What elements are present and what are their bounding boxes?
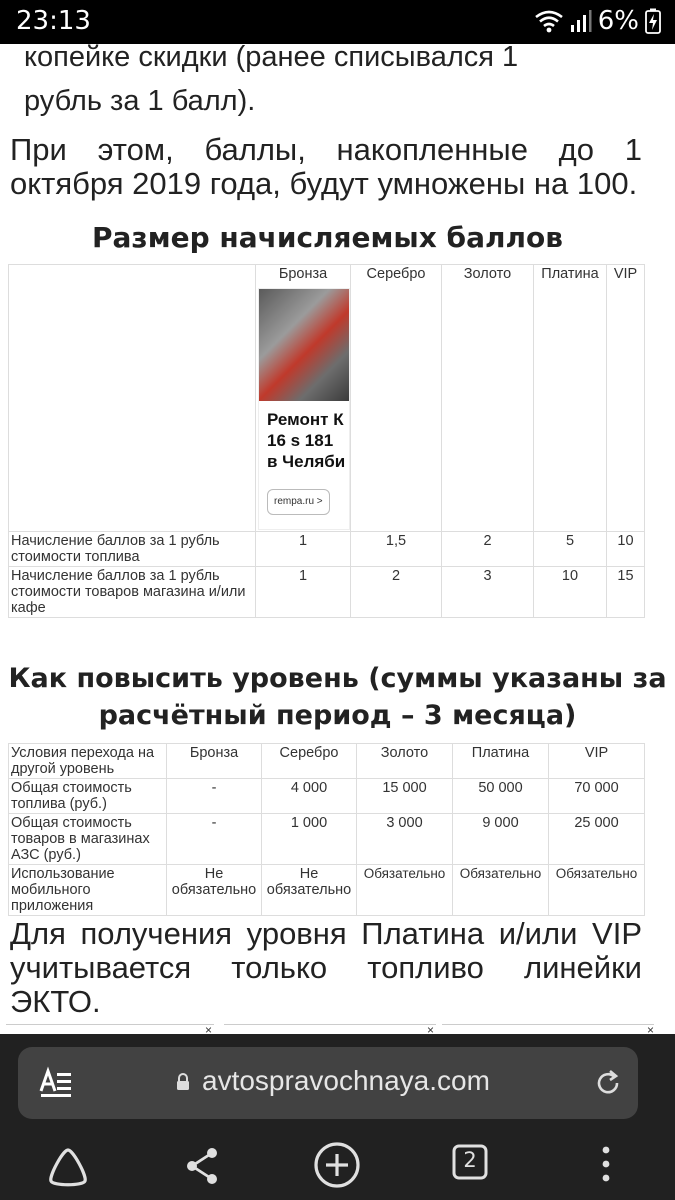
ads-row [6, 1023, 654, 1034]
table-row [9, 865, 645, 916]
table-header-empty [9, 265, 256, 532]
table-header-cell: Платина [453, 744, 549, 779]
table-cell: 4 000 [262, 779, 357, 814]
row-label: Общая стоимость топлива (руб.) [9, 779, 167, 814]
status-bar [0, 0, 675, 44]
table-header-cell: Условия перехода на другой уровень [9, 744, 167, 779]
points-table [8, 264, 645, 618]
paragraph1-line-1: При этом, баллы, накопленные до 1 [10, 132, 642, 167]
table-cell: 25 000 [549, 814, 645, 865]
battery-percent: 6% [597, 6, 639, 36]
ad-slot[interactable] [224, 1024, 436, 1034]
table-header-cell: VIP [607, 265, 645, 532]
page-content[interactable] [0, 44, 675, 1034]
heading-points-size: Размер начисляемых баллов [92, 221, 563, 254]
table-cell: Обязательно [357, 865, 453, 916]
reload-icon[interactable] [592, 1067, 624, 1099]
tab-count: 2 [463, 1148, 477, 1172]
table-row [9, 567, 645, 618]
ad-photo [259, 289, 349, 401]
table-row [9, 532, 645, 567]
reader-mode-icon[interactable] [38, 1065, 74, 1101]
table-cell: Не обязательно [262, 865, 357, 916]
close-icon[interactable]: × [204, 1023, 212, 1034]
table-cell: Обязательно [549, 865, 645, 916]
close-icon[interactable]: × [426, 1023, 434, 1034]
table-cell: 9 000 [453, 814, 549, 865]
lock-icon [176, 1073, 190, 1091]
table-cell: Обязательно [453, 865, 549, 916]
row-label: Общая стоимость товаров в магазинах АЗС (руб.) [9, 814, 167, 865]
table-cell: 10 [607, 532, 645, 567]
ad-slot[interactable] [6, 1024, 214, 1034]
table-cell: 15 [607, 567, 645, 618]
table-cell: 15 000 [357, 779, 453, 814]
tabs-icon[interactable] [452, 1144, 488, 1180]
paragraph2-line-3: ЭКТО. [10, 984, 101, 1019]
table-cell: 70 000 [549, 779, 645, 814]
list-item-line-1: копейке скидки (ранее списывался 1 [24, 44, 519, 73]
row-label: Начисление баллов за 1 рубль стоимости топлива [9, 532, 256, 567]
table-cell: 3 000 [357, 814, 453, 865]
table-header-cell: Золото [357, 744, 453, 779]
home-icon[interactable] [44, 1146, 92, 1188]
table-row [9, 779, 645, 814]
table-header-cell: Серебро [262, 744, 357, 779]
row-label: Начисление баллов за 1 рубль стоимости товаров магазина и/или кафе [9, 567, 256, 618]
table-cell: 1 000 [262, 814, 357, 865]
close-icon[interactable]: × [646, 1023, 654, 1034]
browser-bottom-bar [0, 1034, 675, 1200]
table-header-cell: Платина [534, 265, 607, 532]
table-cell: 1 [256, 567, 351, 618]
table-header-row [9, 265, 645, 532]
table-header-cell: Серебро [351, 265, 442, 532]
table-row [9, 814, 645, 865]
browser-nav [0, 1138, 675, 1198]
new-tab-icon[interactable] [312, 1140, 362, 1190]
menu-icon[interactable] [598, 1144, 614, 1184]
table-header-row [9, 744, 645, 779]
ad-title: Ремонт К 16 s 181 в Челяби [267, 410, 346, 471]
table-cell: 5 [534, 532, 607, 567]
ad-source-button[interactable]: rempa.ru > [267, 489, 330, 515]
table-cell: - [167, 814, 262, 865]
table-header-cell: Золото [442, 265, 534, 532]
battery-icon [645, 8, 661, 34]
table-cell: 10 [534, 567, 607, 618]
paragraph1-line-2: октября 2019 года, будут умножены на 100. [10, 166, 638, 201]
table-cell: Не обязательно [167, 865, 262, 916]
table-cell: 2 [442, 532, 534, 567]
table-header-cell: Бронза [167, 744, 262, 779]
status-time: 23:13 [16, 6, 91, 36]
table-cell: 50 000 [453, 779, 549, 814]
ad-slot[interactable] [442, 1024, 654, 1034]
heading-level-up: Как повысить уровень (суммы указаны за расчётный период – 3 месяца) [8, 663, 667, 731]
table-cell: 1 [256, 532, 351, 567]
table-cell: - [167, 779, 262, 814]
paragraph2-line-1: Для получения уровня Платина и/или VIP [10, 916, 642, 951]
url-domain[interactable]: avtospravochnaya.com [202, 1065, 490, 1096]
signal-icon [570, 9, 592, 33]
embedded-ad[interactable] [258, 288, 350, 530]
paragraph2-line-2: учитывается только топливо линейки [10, 950, 642, 985]
share-icon[interactable] [184, 1146, 220, 1186]
table-cell: 1,5 [351, 532, 442, 567]
table-cell: 3 [442, 567, 534, 618]
table-header-cell: VIP [549, 744, 645, 779]
wifi-icon [534, 8, 564, 34]
status-icons [534, 6, 661, 36]
row-label: Использование мобильного приложения [9, 865, 167, 916]
list-item-line-2: рубль за 1 балл). [24, 85, 256, 117]
table-cell: 2 [351, 567, 442, 618]
address-bar[interactable] [18, 1047, 638, 1119]
table-header-cell: Бронза Ремонт К 16 s 181 в Челяби rempa.ru > [256, 265, 351, 532]
level-table [8, 743, 645, 916]
